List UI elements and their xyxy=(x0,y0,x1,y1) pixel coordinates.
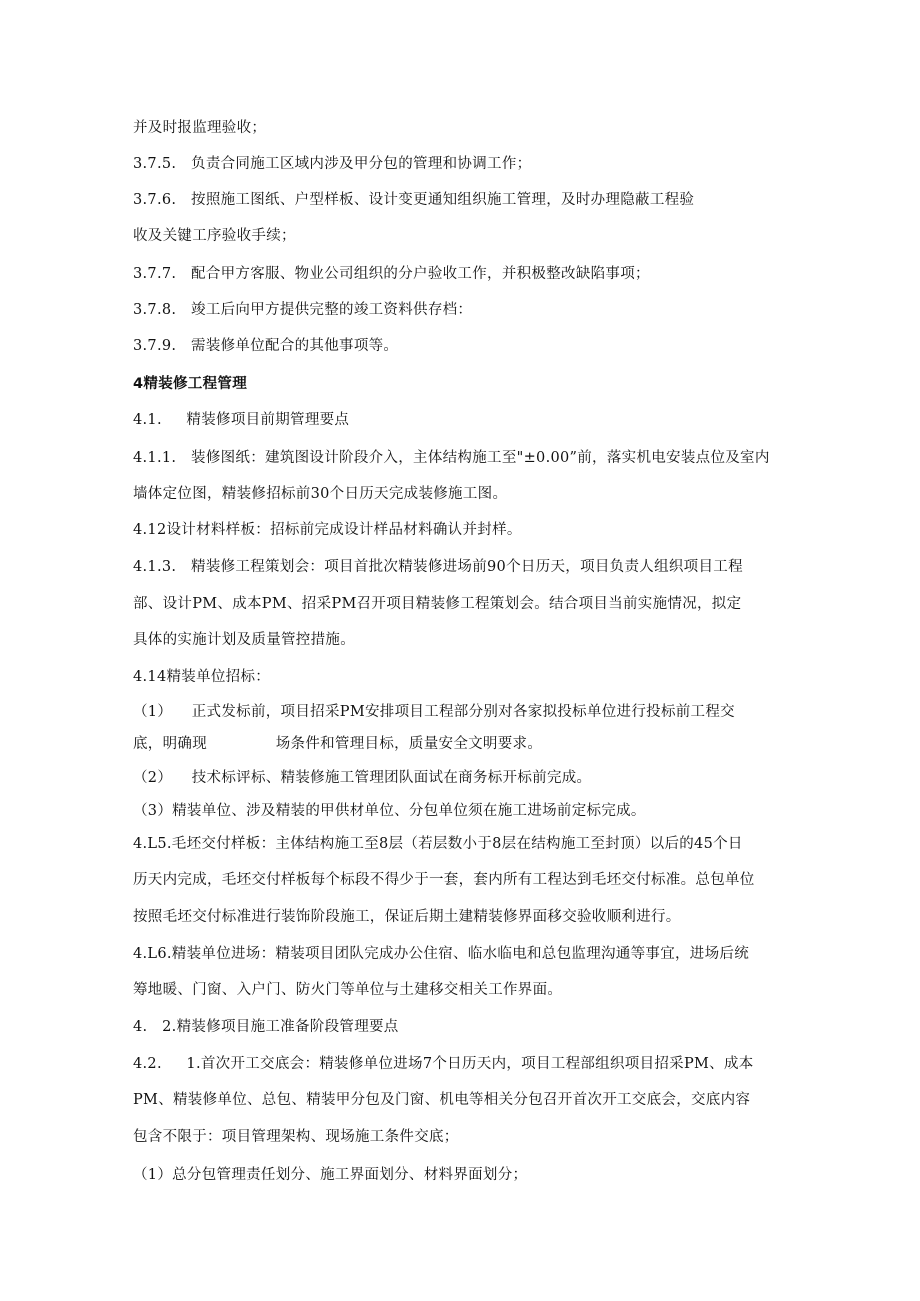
text-line: 筹地暖、门窗、入户门、防火门等单位与土建移交相关工作界面。 xyxy=(133,982,563,998)
text-line: （1）总分包管理责任划分、施工界面划分、材料界面划分； xyxy=(133,1167,528,1183)
text-line: 4.1.1. 装修图纸：建筑图设计阶段介入，主体结构施工至"±0.00”前，落实机电安装点位及室内 xyxy=(133,450,770,466)
text-line: 4.12设计材料样板：招标前完成设计样品材料确认并封样。 xyxy=(133,522,522,538)
text-line: 并及时报监理验收； xyxy=(133,120,267,136)
text-line: 4.14精装单位招标： xyxy=(133,669,271,685)
text-line: 3.7.9. 需装修单位配合的其他事项等。 xyxy=(133,338,399,354)
text-line: 4. 2.精装修项目施工准备阶段管理要点 xyxy=(133,1019,399,1035)
section-heading: 4精装修工程管理 xyxy=(133,376,247,392)
text-line: 3.7.5. 负责合同施工区域内涉及甲分包的管理和协调工作； xyxy=(133,156,532,172)
text-line: 按照毛坯交付标准进行装饰阶段施工，保证后期土建精装修界面移交验收顺利进行。 xyxy=(133,909,681,925)
text-line: 4.1.3. 精装修工程策划会：项目首批次精装修进场前90个日历天，项目负责人组织项目工程 xyxy=(133,559,743,575)
text-line: 收及关键工序验收手续； xyxy=(133,228,296,244)
text-line: 3.7.8. 竣工后向甲方提供完整的竣工资料供存档： xyxy=(133,302,473,318)
text-line: 底，明确现 场条件和管理目标，质量安全文明要求。 xyxy=(133,736,543,752)
text-line: 包含不限于：项目管理架构、现场施工条件交底； xyxy=(133,1129,459,1145)
text-line: 3.7.6. 按照施工图纸、户型样板、设计变更通知组织施工管理，及时办理隐蔽工程验 xyxy=(133,192,695,208)
text-line: 4.L6.精装单位进场：精装项目团队完成办公住宿、临水临电和总包监理沟通等事宜，进场后统 xyxy=(133,946,749,962)
text-line: （1） 正式发标前，项目招采PM安排项目工程部分别对各家拟投标单位进行投标前工程交 xyxy=(133,704,735,720)
text-line: 3.7.7. 配合甲方客服、物业公司组织的分户验收工作，并积极整改缺陷事项； xyxy=(133,266,650,282)
text-line: 部、设计PM、成本PM、招采PM召开项目精装修工程策划会。结合项目当前实施情况，拟定 xyxy=(133,596,742,612)
text-line: 4.2. 1.首次开工交底会：精装修单位进场7个日历天内，项目工程部组织项目招采PM、成本 xyxy=(133,1056,754,1072)
text-line: 墙体定位图，精装修招标前30个日历天完成装修施工图。 xyxy=(133,486,508,502)
text-line: （3）精装单位、涉及精装的甲供材单位、分包单位须在施工进场前定标完成。 xyxy=(133,803,646,819)
text-line: 4.L5.毛坯交付样板：主体结构施工至8层（若层数小于8层在结构施工至封顶）以后的45个日 xyxy=(133,836,743,852)
text-line: 4.1. 精装修项目前期管理要点 xyxy=(133,412,350,428)
text-line: （2） 技术标评标、精装修施工管理团队面试在商务标开标前完成。 xyxy=(133,770,592,786)
text-line: 具体的实施计划及质量管控措施。 xyxy=(133,632,355,648)
text-line: 历天内完成，毛坯交付样板每个标段不得少于一套，套内所有工程达到毛坯交付标准。总包单位 xyxy=(133,872,755,888)
text-line: PM、精装修单位、总包、精装甲分包及门窗、机电等相关分包召开首次开工交底会，交底内容 xyxy=(133,1092,751,1108)
